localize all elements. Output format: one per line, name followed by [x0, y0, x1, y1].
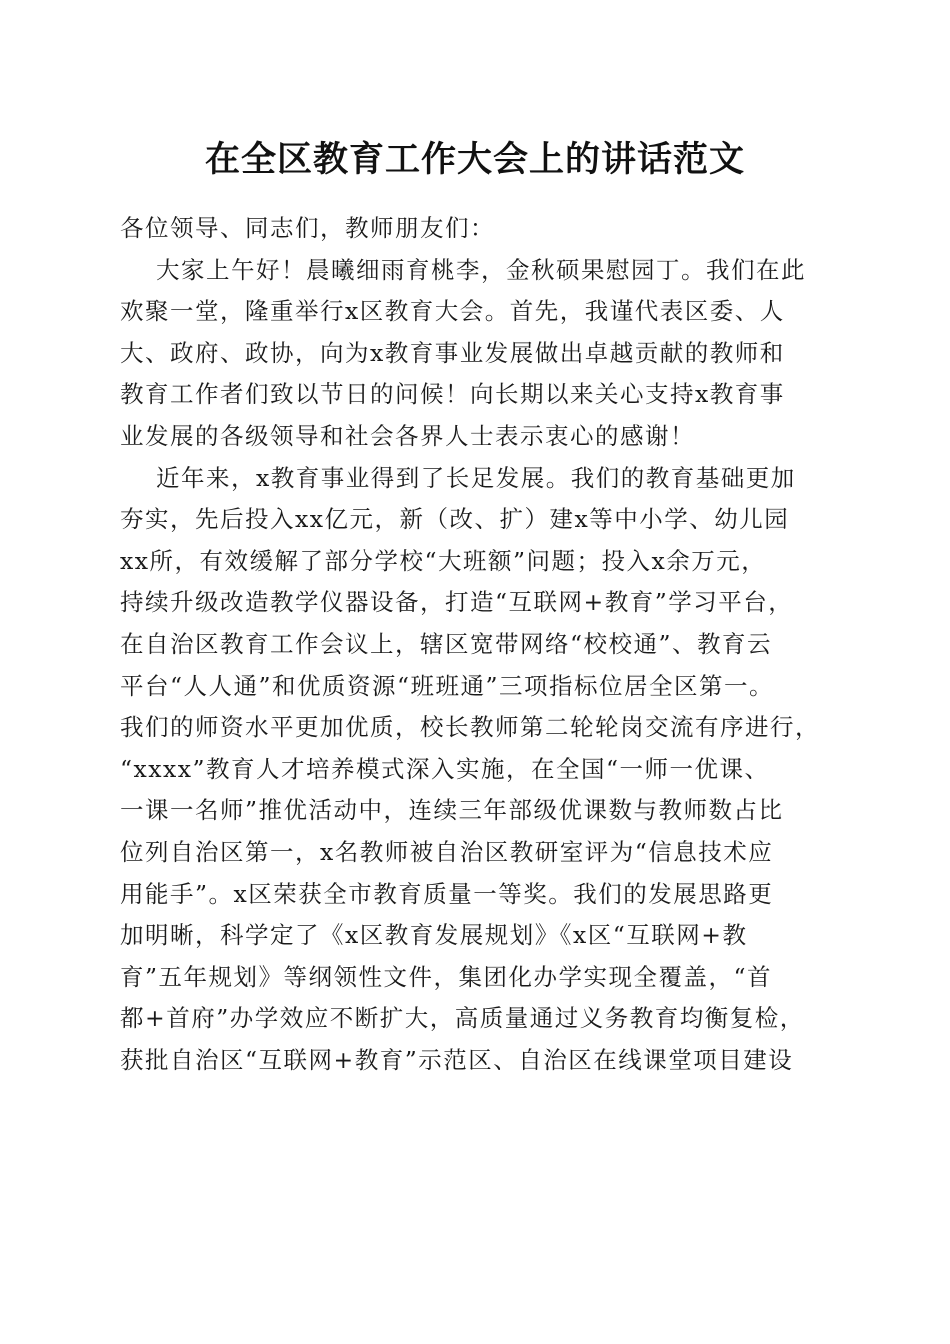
paragraph-line: 用能手”。x区荣获全市教育质量一等奖。我们的发展思路更	[120, 879, 774, 908]
paragraph-line: 大、政府、政协，向为x教育事业发展做出卓越贡献的教师和	[120, 338, 785, 367]
paragraph-line: 平台“人人通”和优质资源“班班通”三项指标位居全区第一。	[120, 671, 775, 700]
paragraph-line: 大家上午好！晨曦细雨育桃李，金秋硕果慰园丁。我们在此	[156, 255, 806, 284]
paragraph-line: 位列自治区第一，x名教师被自治区教研室评为“信息技术应	[120, 837, 774, 866]
paragraph-line: xx所，有效缓解了部分学校“大班额”问题；投入x余万元，	[120, 546, 767, 575]
paragraph-line: 欢聚一堂，隆重举行x区教育大会。首先，我谨代表区委、人	[120, 297, 785, 326]
paragraph-line: 教育工作者们致以节日的问候！向长期以来关心支持x教育事	[120, 380, 785, 409]
salutation-line: 各位领导、同志们，教师朋友们：	[120, 214, 495, 242]
paragraph-line: 业发展的各级领导和社会各界人士表示衷心的感谢！	[120, 421, 695, 450]
paragraph-line: 获批自治区“互联网+教育”示范区、自治区在线课堂项目建设	[120, 1045, 794, 1074]
paragraph-line: 近年来，x教育事业得到了长足发展。我们的教育基础更加	[156, 463, 796, 492]
paragraph-line: 都+首府”办学效应不断扩大，高质量通过义务教育均衡复检，	[120, 1004, 805, 1033]
document-body	[120, 208, 840, 1081]
paragraph-line: 一课一名师”推优活动中，连续三年部级优课数与教师数占比	[120, 796, 784, 825]
paragraph-line: 在自治区教育工作会议上，辖区宽带网络“校校通”、教育云	[120, 629, 773, 658]
paragraph-line: 夯实，先后投入xx亿元，新（改、扩）建x等中小学、幼儿园	[120, 505, 790, 534]
document-title: 在全区教育工作大会上的讲话范文	[204, 139, 745, 180]
paragraph-line: 我们的师资水平更加优质，校长教师第二轮轮岗交流有序进行，	[120, 713, 820, 742]
paragraph-line: “xxxx”教育人才培养模式深入实施，在全国“一师一优课、	[120, 754, 770, 783]
paragraph-line: 持续升级改造教学仪器设备，打造“互联网+教育”学习平台，	[120, 588, 794, 617]
paragraph-line: 育”五年规划》等纲领性文件，集团化办学实现全覆盖，“首	[120, 962, 773, 991]
paragraph-line: 加明晰，科学定了《x区教育发展规划》《x区“互联网+教	[120, 921, 748, 950]
